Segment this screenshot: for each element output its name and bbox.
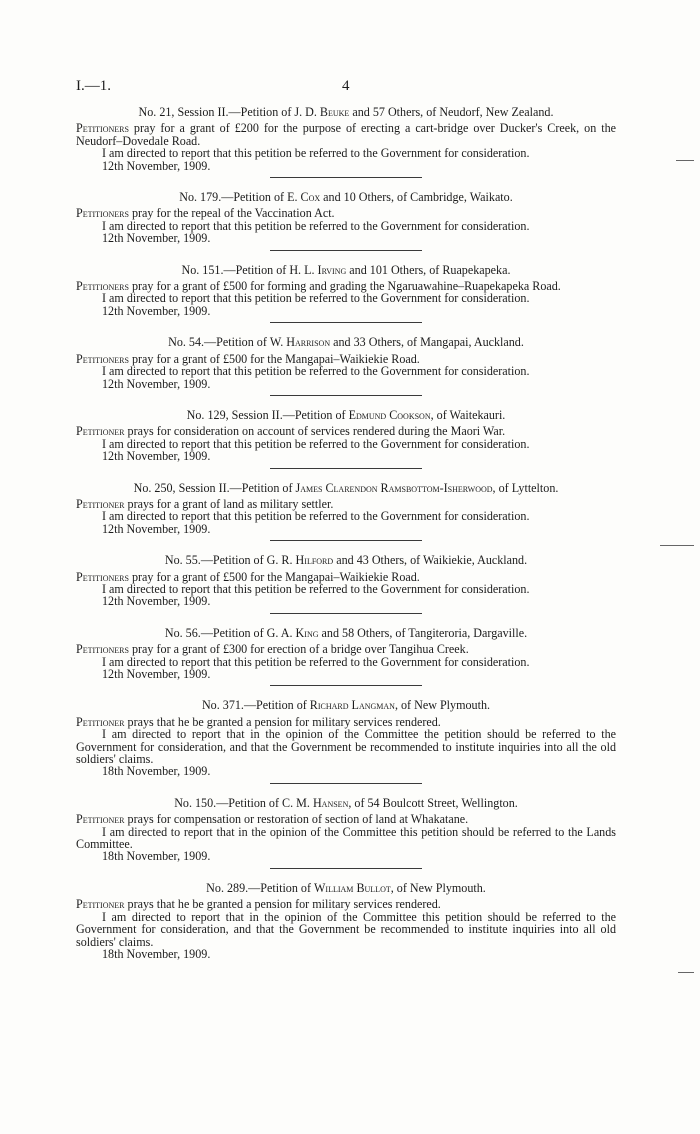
committee-report: I am directed to report that this petition be referred to the Government for consideration. <box>102 291 530 306</box>
petitioner-lead: Petitioners <box>76 279 129 294</box>
section-divider <box>270 395 422 396</box>
petition-number: No. 371. <box>201 698 244 713</box>
petition-origin: , of Lyttelton. <box>492 480 559 495</box>
petition-of: —Petition of <box>216 795 283 810</box>
petitioner-lead: Petitioners <box>76 642 129 657</box>
petition-entry <box>76 106 616 178</box>
report-date: 12th November, 1909. <box>102 667 211 681</box>
petition-number: No. 179. <box>179 190 222 205</box>
petitioner-name: H. L. Irving <box>289 262 347 277</box>
petition-entry <box>76 797 616 869</box>
committee-report: I am directed to report that in the opinion of the Committee this petition should be referred to the Lands Committee. <box>76 824 616 852</box>
petition-list <box>76 106 616 973</box>
petition-entry <box>76 627 616 687</box>
section-divider <box>270 177 422 178</box>
petition-entry <box>76 482 616 542</box>
petitioner-name: Edmund Cookson <box>348 407 431 422</box>
report-date: 18th November, 1909. <box>102 764 211 779</box>
petition-heading <box>76 554 616 566</box>
petition-entry <box>76 882 616 960</box>
petition-of: —Petition of <box>200 625 267 640</box>
petition-origin: and 58 Others, of Tangiteroria, Dargaville. <box>318 625 528 640</box>
report-date: 12th November, 1909. <box>102 231 211 246</box>
petition-number: No. 151. <box>181 262 224 277</box>
petition-of: —Petition of <box>200 553 267 568</box>
petition-number: No. 129, Session II. <box>186 407 283 422</box>
section-divider <box>270 685 422 686</box>
petitioner-lead: Petitioner <box>76 496 125 511</box>
petition-heading <box>76 106 616 118</box>
petition-of: —Petition of <box>282 407 349 422</box>
petition-entry <box>76 264 616 324</box>
petitioner-lead: Petitioner <box>76 812 125 827</box>
petition-prayer <box>76 643 616 655</box>
report-date: 12th November, 1909. <box>102 594 211 609</box>
petitioner-lead: Petitioners <box>76 206 129 221</box>
petition-entry <box>76 336 616 396</box>
prayer-text: pray for a grant of £500 for the Mangapai–Waikiekie Road. <box>128 569 420 584</box>
prayer-text: pray for a grant of £200 for the purpose of erecting a cart-bridge over Ducker's Creek, on the Neudorf–Dovedale Road. <box>76 121 616 148</box>
page-header <box>76 78 636 100</box>
petition-origin: , of Waitekauri. <box>430 407 506 422</box>
petition-entry <box>76 409 616 469</box>
committee-report: I am directed to report that this petition be referred to the Government for consideration. <box>102 581 530 596</box>
prayer-text: prays that he be granted a pension for military services rendered. <box>124 897 441 912</box>
paper-reference: I.—1. <box>76 78 111 94</box>
petition-number: No. 289. <box>206 880 249 895</box>
petition-of: —Petition of <box>228 105 295 119</box>
petition-heading <box>76 336 616 348</box>
section-divider <box>270 250 422 251</box>
petition-entry <box>76 554 616 614</box>
report-date: 12th November, 1909. <box>102 158 211 173</box>
petition-prayer <box>76 898 616 910</box>
section-divider <box>270 613 422 614</box>
committee-report: I am directed to report that in the opinion of the Committee this petition should be referred to the Government for consideration, and that the Government be recommended to institute inquiries into all old soldiers' claims. <box>76 909 616 949</box>
scan-mark <box>676 160 694 161</box>
prayer-text: pray for the repeal of the Vaccination Act. <box>128 206 335 221</box>
petition-entry <box>76 699 616 783</box>
petition-of: —Petition of <box>204 335 270 350</box>
committee-report: I am directed to report that this petition be referred to the Government for consideration. <box>102 509 530 524</box>
petition-number: No. 21, Session II. <box>138 105 229 119</box>
petitioner-lead: Petitioner <box>76 714 125 729</box>
scan-mark <box>678 972 694 973</box>
report-date: 12th November, 1909. <box>102 376 211 391</box>
petitioner-name: Richard Langman <box>309 698 395 713</box>
petitioner-name: E. Cox <box>287 190 321 205</box>
petition-origin: and 101 Others, of Ruapekapeka. <box>346 262 511 277</box>
petition-origin: and 33 Others, of Mangapai, Auckland. <box>330 335 524 350</box>
petition-heading <box>76 409 616 421</box>
section-divider <box>270 540 422 541</box>
report-date: 12th November, 1909. <box>102 303 211 318</box>
petition-entry <box>76 191 616 251</box>
committee-report: I am directed to report that this petition be referred to the Government for consideration. <box>102 146 530 161</box>
petition-number: No. 150. <box>174 795 217 810</box>
page-number: 4 <box>342 78 350 94</box>
committee-report: I am directed to report that this petition be referred to the Government for consideration. <box>102 364 530 379</box>
committee-report: I am directed to report that this petition be referred to the Government for consideration. <box>102 436 530 451</box>
petition-heading <box>76 882 616 894</box>
petitioner-name: G. R. Hilford <box>266 553 334 568</box>
petition-prayer <box>76 813 616 825</box>
report-date: 18th November, 1909. <box>102 946 211 961</box>
petition-origin: and 10 Others, of Cambridge, Waikato. <box>320 190 513 205</box>
petition-origin: , of New Plymouth. <box>394 698 491 713</box>
petition-heading <box>76 191 616 203</box>
petition-prayer <box>76 122 616 147</box>
committee-report: I am directed to report that in the opinion of the Committee the petition should be referred to the Government for consideration, and that the Government be recommended to institute inquiries into all the old soldiers' claims. <box>76 727 616 767</box>
petitioner-name: James Clarendon Ramsbottom-Isherwood <box>295 480 493 495</box>
report-date: 12th November, 1909. <box>102 449 211 464</box>
section-divider <box>270 868 422 869</box>
prayer-text: prays that he be granted a pension for military services rendered. <box>124 714 441 729</box>
petition-of: —Petition of <box>223 262 290 277</box>
petition-heading <box>76 699 616 711</box>
section-divider <box>270 783 422 784</box>
report-date: 18th November, 1909. <box>102 849 211 864</box>
petitioner-name: William Bullot <box>314 880 391 895</box>
petition-of: —Petition of <box>248 880 315 895</box>
prayer-text: pray for a grant of £500 for the Mangapai–Waikiekie Road. <box>128 351 420 366</box>
petitioner-lead: Petitioner <box>76 897 125 912</box>
petitioner-name: C. M. Hansen <box>282 795 349 810</box>
petitioner-lead: Petitioner <box>76 424 125 439</box>
report-date: 12th November, 1909. <box>102 521 211 536</box>
petition-origin: , of New Plymouth. <box>390 880 486 895</box>
petitioner-lead: Petitioners <box>76 121 129 136</box>
petition-of: —Petition of <box>229 480 296 495</box>
petition-origin: and 57 Others, of Neudorf, New Zealand. <box>349 105 554 119</box>
petition-of: —Petition of <box>221 190 288 205</box>
petition-origin: and 43 Others, of Waikiekie, Auckland. <box>333 553 528 568</box>
petition-heading <box>76 264 616 276</box>
committee-report: I am directed to report that this petition be referred to the Government for consideration. <box>102 654 530 669</box>
section-divider <box>270 468 422 469</box>
petitioner-name: W. Harrison <box>269 335 331 350</box>
petition-number: No. 55. <box>164 553 201 568</box>
petition-prayer <box>76 207 616 219</box>
prayer-text: prays for consideration on account of services rendered during the Maori War. <box>124 424 506 439</box>
petitioner-lead: Petitioners <box>76 569 129 584</box>
petition-heading <box>76 482 616 494</box>
section-divider <box>270 322 422 323</box>
scan-mark <box>660 545 694 546</box>
petitioner-name: G. A. King <box>266 625 319 640</box>
petitioner-name: J. D. Beuke <box>294 105 350 119</box>
prayer-text: prays for compensation or restoration of section of land at Whakatane. <box>124 812 469 827</box>
petition-heading <box>76 797 616 809</box>
petition-prayer <box>76 425 616 437</box>
petition-heading <box>76 627 616 639</box>
petitioner-lead: Petitioners <box>76 351 129 366</box>
prayer-text: prays for a grant of land as military settler. <box>124 496 334 511</box>
petition-origin: , of 54 Boulcott Street, Wellington. <box>348 795 518 810</box>
committee-report: I am directed to report that this petition be referred to the Government for consideration. <box>102 218 530 233</box>
petition-number: No. 54. <box>168 335 205 350</box>
petition-number: No. 250, Session II. <box>133 480 230 495</box>
petition-of: —Petition of <box>243 698 310 713</box>
prayer-text: pray for a grant of £500 for forming and grading the Ngaruawahine–Ruapekapeka Road. <box>128 279 561 294</box>
prayer-text: pray for a grant of £300 for erection of a bridge over Tangihua Creek. <box>128 642 469 657</box>
petition-number: No. 56. <box>164 625 201 640</box>
